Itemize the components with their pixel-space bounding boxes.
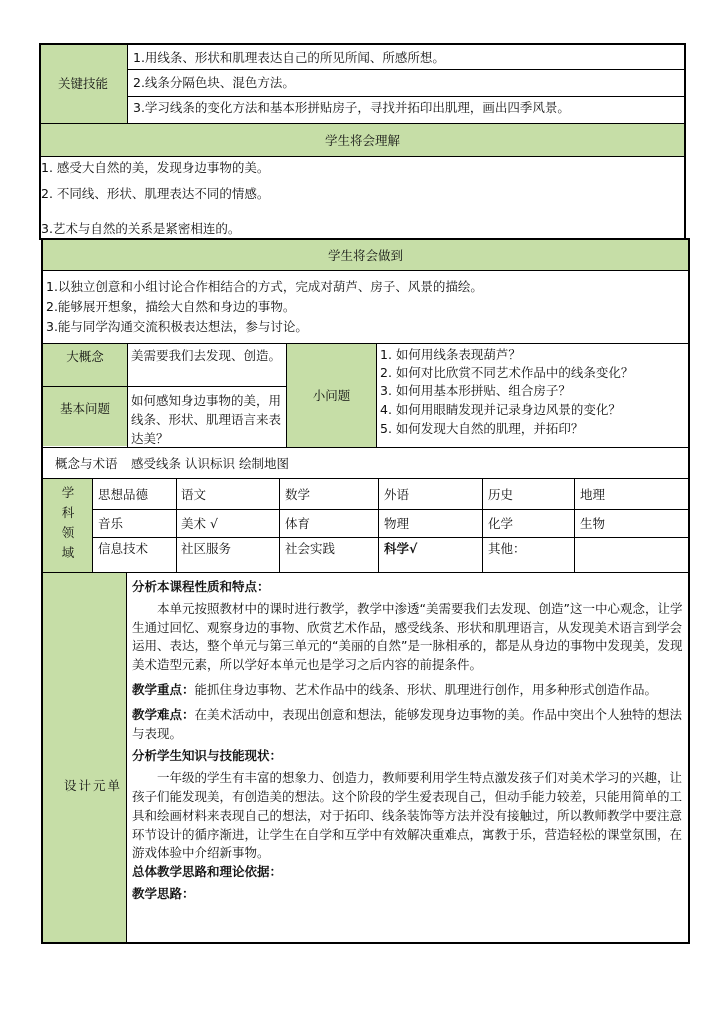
subject-cell: 社会实践: [285, 541, 336, 556]
subject-cell: 音乐: [98, 516, 124, 531]
big-concept-text: 美需要我们去发现、创造。: [131, 348, 282, 363]
focus-paragraph: [132, 681, 683, 700]
subject-cell: 数学: [285, 487, 311, 502]
difficulty-paragraph: [132, 706, 683, 744]
teaching-approach-heading: 教学思路：: [132, 885, 195, 901]
subject-cell: 历史: [488, 487, 514, 502]
small-question-item: 1. 如何用线条表现葫芦？: [380, 347, 521, 362]
difficulty-label: 教学难点：: [132, 706, 195, 722]
subject-cell: 语文: [181, 487, 207, 502]
skill-item: 3.学习线条的变化方法和基本形拼贴房子，寻找并拓印出肌理，画出四季风景。: [133, 100, 570, 115]
subjects-label: 学科领域: [61, 485, 75, 560]
skill-item: 2.线条分隔色块、混色方法。: [133, 75, 295, 90]
subject-cell: 化学: [488, 516, 514, 531]
doing-item: 2.能够展开想象，描绘大自然和身边的事物。: [46, 299, 296, 314]
small-question-item: 4. 如何用眼睛发现并记录身边风景的变化？: [380, 402, 621, 417]
terms-value: 感受线条 认识标识 绘制地图: [131, 456, 289, 471]
subject-cell: 社区服务: [181, 541, 232, 556]
big-concept-label: 大概念: [43, 344, 127, 386]
understand-item: 2. 不同线、形状、肌理表达不同的情感。: [41, 186, 270, 201]
design-label: 设计元单: [63, 778, 122, 793]
understand-item: 1. 感受大自然的美，发现身边事物的美。: [41, 160, 270, 175]
student-analysis-text: 一年级的学生有丰富的想象力、创造力，教师要利用学生特点激发孩子们对美术学习的兴趣，让孩子们能发现美，有创造美的想法。这个阶段的学生爱表现自己，但动手能力较差，只能用简单的工具和绘画材料来表现自己的想法，对于拓印、线条装饰等方法并没有接触过，所以教师教学中要注意环节设计的循序渐进，让学生在自学和互学中有效解决重难点，寓教于乐，营造轻松的课堂氛围，在游戏体验中介绍新事物。: [132, 770, 683, 861]
teaching-rationale-heading: 总体教学思路和理论依据：: [132, 864, 283, 880]
skill-item: 1.用线条、形状和肌理表达自己的所见所闻、所感所想。: [133, 50, 445, 65]
doing-item: 1.以独立创意和小组讨论合作相结合的方式，完成对葫芦、房子、风景的描绘。: [46, 279, 483, 294]
understand-item: 3.艺术与自然的关系是紧密相连的。: [41, 221, 241, 236]
small-question-item: 2. 如何对比欣赏不同艺术作品中的线条变化？: [380, 365, 634, 380]
subject-cell: 物理: [384, 516, 410, 531]
understand-header: 学生将会理解: [41, 124, 684, 156]
small-question-item: 3. 如何用基本形拼贴、组合房子？: [380, 383, 571, 398]
key-skills-section: [39, 43, 686, 123]
difficulty-text: 在美术活动中，表现出创意和想法，能够发现身边事物的美。作品中突出个人独特的想法与表现。: [132, 706, 683, 741]
subject-cell: 生物: [580, 516, 606, 531]
design-label-cell: [43, 573, 126, 943]
course-analysis-heading: 分析本课程性质和特点：: [132, 579, 270, 594]
doing-header: 学生将会做到: [43, 240, 688, 270]
subject-cell: 信息技术: [98, 541, 149, 556]
focus-text: 能抓住身边事物、艺术作品中的线条、形状、肌理进行创作，用多种形式创造作品。: [194, 681, 658, 697]
basic-question-text: 如何感知身边事物的美，用线条、形状、肌理语言来表达美？: [131, 393, 282, 446]
focus-label: 教学重点：: [132, 681, 195, 697]
design-content: [132, 578, 683, 904]
subject-cell: 其他：: [488, 541, 526, 556]
small-question-label: 小问题: [287, 344, 376, 447]
course-analysis-text: 本单元按照教材中的课时进行教学，教学中渗透“美需要我们去发现、创造”这一中心观念，让学生通过回忆、观察身边的事物、欣赏艺术作品，感受线条、形状和肌理语言，从发现美术语言到学会运用、表达，整个单元与第三单元的“美丽的自然”是一脉相承的，都是从身边的事物中发现美，发现美术造型元素，所以学好本单元也是学习之后内容的前提条件。: [132, 600, 683, 673]
student-analysis-heading: 分析学生知识与技能现状：: [132, 748, 283, 764]
doing-item: 3.能与同学沟通交流积极表达想法，参与讨论。: [46, 319, 308, 334]
basic-question-label: 基本问题: [43, 387, 127, 446]
terms-label: 概念与术语: [55, 456, 118, 471]
subject-cell: 体育: [285, 516, 311, 531]
subject-cell: 地理: [580, 487, 606, 502]
subject-cell: 外语: [384, 487, 410, 502]
small-question-item: 5. 如何发现大自然的肌理，并拓印？: [380, 421, 584, 436]
key-skills-label: 关键技能: [39, 43, 127, 123]
subject-cell-checked: 美术 √: [181, 516, 218, 531]
subject-cell-checked: 科学√: [384, 541, 418, 556]
subject-cell: 思想品德: [98, 487, 149, 502]
